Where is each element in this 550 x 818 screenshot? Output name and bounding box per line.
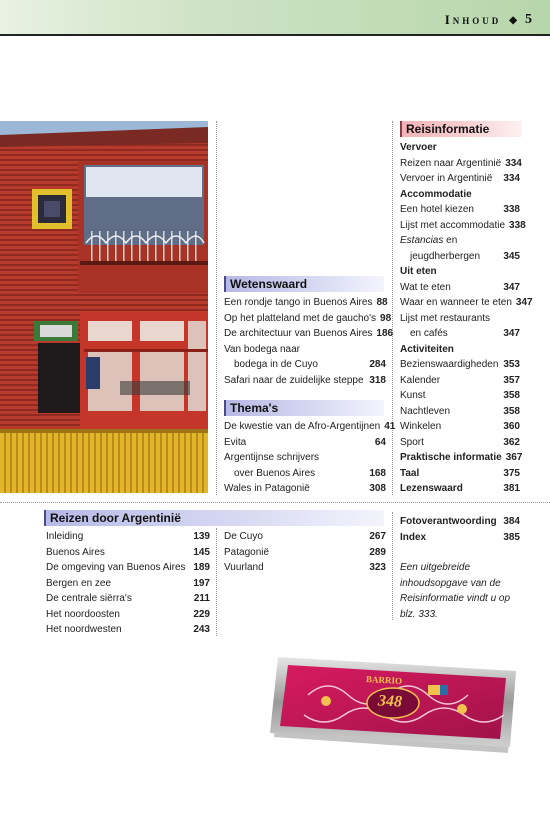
toc-reizen-col1 <box>46 529 210 638</box>
toc-item[interactable]: Safari naar de zuidelijke steppe 318 <box>224 374 386 386</box>
toc-item[interactable]: Wales in Patagonië 308 <box>224 483 386 494</box>
toc-subhead[interactable]: Uit eten <box>400 266 437 277</box>
toc-item[interactable]: Argentijnse schrijvers <box>224 452 320 463</box>
section-name: Inhoud <box>444 12 502 27</box>
toc-subhead[interactable]: Fotoverantwoording 384 <box>400 516 520 527</box>
toc-item[interactable]: en cafés 347 <box>410 328 520 339</box>
toc-item[interactable]: over Buenos Aires 168 <box>234 467 386 479</box>
page-number: 5 <box>525 12 532 27</box>
toc-item[interactable]: Buenos Aires 145 <box>46 546 210 558</box>
toc-themas <box>224 419 396 497</box>
toc-note: Een uitgebreide inhoudsopgave van de Reisinformatie vindt u op blz. 333. <box>400 562 511 620</box>
toc-item[interactable]: Vuurland 323 <box>224 562 386 573</box>
toc-item[interactable]: Het noordwesten 243 <box>46 624 210 635</box>
sign-number: 348 <box>377 692 403 711</box>
section-header-themas: Thema's <box>224 400 384 416</box>
toc-reisinformatie <box>400 140 533 497</box>
toc-subhead[interactable]: Praktische informatie 367 <box>400 452 523 463</box>
toc-item[interactable]: bodega in de Cuyo 284 <box>234 359 386 370</box>
toc-subhead[interactable]: Index 385 <box>400 531 520 543</box>
toc-item[interactable]: Patagonië 289 <box>224 546 386 558</box>
toc-item[interactable]: De omgeving van Buenos Aires 189 <box>46 562 210 573</box>
toc-subhead[interactable]: Taal 375 <box>400 467 520 479</box>
toc-item[interactable]: Kunst 358 <box>400 390 520 401</box>
sign-label: BARRIO <box>365 674 403 686</box>
toc-item[interactable]: Nachtleven 358 <box>400 405 520 417</box>
toc-item[interactable]: Wat te eten 347 <box>400 281 520 293</box>
toc-item[interactable]: Op het platteland met de gaucho's 98 <box>224 312 392 324</box>
toc-item[interactable]: Lijst met accommodatie 338 <box>400 219 526 231</box>
diamond-icon: ◆ <box>509 14 517 26</box>
toc-subhead[interactable]: Accommodatie <box>400 188 472 200</box>
toc-item[interactable]: Bezienswaardigheden 353 <box>400 359 520 370</box>
toc-subhead[interactable]: Vervoer <box>400 142 437 153</box>
running-header <box>445 12 532 28</box>
toc-item[interactable]: De kwestie van de Afro-Argentijnen 41 <box>224 421 396 432</box>
toc-item[interactable]: Inleiding 139 <box>46 531 210 542</box>
toc-reizen-col2 <box>224 529 386 576</box>
toc-item[interactable]: Lijst met restaurants <box>400 312 491 324</box>
page-header-band <box>0 0 550 36</box>
toc-item[interactable]: Van bodega naar <box>224 343 300 355</box>
toc-extra <box>400 514 520 545</box>
column-divider-2 <box>392 121 393 495</box>
section-divider <box>0 502 550 503</box>
column-divider-4 <box>392 512 393 620</box>
section-header-wetenswaard: Wetenswaard <box>224 276 384 292</box>
section-header-reizen: Reizen door Argentinië <box>44 510 384 526</box>
toc-item[interactable]: De Cuyo 267 <box>224 531 386 542</box>
toc-item[interactable]: Winkelen 360 <box>400 421 520 432</box>
toc-item[interactable]: De architectuur van Buenos Aires 186 <box>224 328 394 339</box>
toc-item[interactable]: Estancias en <box>400 235 458 246</box>
toc-subhead[interactable]: Activiteiten <box>400 343 454 355</box>
barrio-sign-image <box>268 655 526 760</box>
toc-item[interactable]: De centrale siërra's 211 <box>46 593 210 604</box>
toc-subhead[interactable]: Lezenswaard 381 <box>400 483 520 494</box>
toc-item[interactable]: Kalender 357 <box>400 374 520 386</box>
toc-item[interactable]: Vervoer in Argentinië 334 <box>400 173 520 184</box>
column-divider-3 <box>216 528 217 636</box>
toc-wetenswaard <box>224 295 394 388</box>
toc-item[interactable]: Een hotel kiezen 338 <box>400 204 520 215</box>
section-header-reisinformatie: Reisinformatie <box>400 121 522 137</box>
toc-item[interactable]: Sport 362 <box>400 436 520 448</box>
toc-item[interactable]: Reizen naar Argentinië 334 <box>400 157 522 169</box>
toc-item[interactable]: Een rondje tango in Buenos Aires 88 <box>224 297 388 308</box>
toc-item[interactable]: Waar en wanneer te eten 347 <box>400 297 533 308</box>
building-photo <box>0 121 208 493</box>
column-divider-1 <box>216 121 217 495</box>
toc-item[interactable]: Het noordoosten 229 <box>46 608 210 620</box>
toc-item[interactable]: Evita 64 <box>224 436 386 448</box>
toc-item[interactable]: Bergen en zee 197 <box>46 577 210 589</box>
toc-item[interactable]: jeugdherbergen 345 <box>410 250 520 262</box>
